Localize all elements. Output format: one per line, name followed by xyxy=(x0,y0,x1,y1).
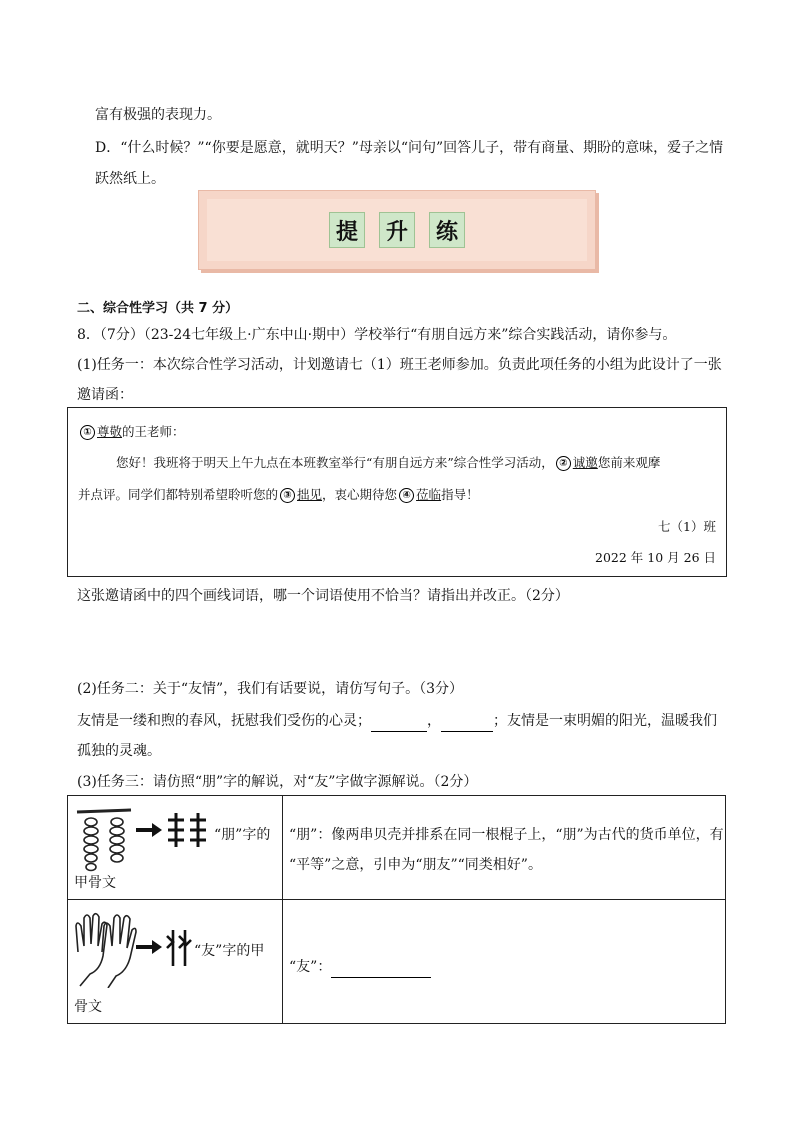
letter-signer: 七（1）班 xyxy=(658,519,716,534)
task1-line1: (1)任务一：本次综合性学习活动，计划邀请七（1）班王老师参加。负责此项任务的小组为此设计了一张 xyxy=(77,357,722,373)
character-origin-table xyxy=(67,795,726,1024)
letter-date: 2022 年 10 月 26 日 xyxy=(595,550,716,565)
body-text: 指导！ xyxy=(441,487,479,502)
underlined-word-1: 尊敬 xyxy=(97,424,123,439)
you-label: “友”字的甲 xyxy=(194,943,265,959)
peng-oracle-cell xyxy=(68,796,283,900)
marker-2: ② xyxy=(556,456,571,471)
body-text: 并点评。同学们都特别希望聆听您的 xyxy=(78,487,279,502)
underlined-word-2: 诚邀 xyxy=(572,455,598,470)
letter-body-line1 xyxy=(116,453,660,471)
sentence-part: ；友情是一束明媚的阳光，温暖我们 xyxy=(493,713,717,729)
shell-strings-icon xyxy=(75,806,135,876)
task1-line2: 邀请函： xyxy=(77,387,133,403)
underlined-word-3: 拙见 xyxy=(297,487,323,502)
question-8: 8．（7分）（23-24七年级上·广东中山·期中）学校举行“有朋自远方来”综合实践活动，请你参与。 xyxy=(77,327,677,343)
option-d-line2: 跃然纸上。 xyxy=(95,171,165,187)
banner-char: 练 xyxy=(429,212,465,248)
peng-explanation-cell xyxy=(283,796,726,900)
task2-sentence xyxy=(77,710,717,732)
task2-sentence-end: 孤独的灵魂。 xyxy=(77,743,161,759)
letter-greeting xyxy=(78,422,185,440)
banner-char: 升 xyxy=(379,212,415,248)
section-banner xyxy=(198,190,596,270)
you-answer-label: “友”： xyxy=(289,959,332,975)
peng-explanation-2: “平等”之意，引申为“朋友”“同类相好”。 xyxy=(289,857,542,873)
sentence-part: 友情是一缕和煦的春风，抚慰我们受伤的心灵； xyxy=(77,713,371,729)
marker-1: ① xyxy=(80,425,95,440)
invitation-letter xyxy=(67,407,727,577)
underlined-word-4: 莅临 xyxy=(416,487,442,502)
answer-blank-1[interactable] xyxy=(371,715,427,732)
body-text: ，衷心期待您 xyxy=(322,487,398,502)
text-line: 富有极强的表现力。 xyxy=(95,107,221,123)
oracle-you-glyph-icon xyxy=(166,926,192,970)
body-text: 您好！我班将于明天上午九点在本班教室举行“有朋自远方来”综合性学习活动， xyxy=(116,455,554,470)
you-label-2: 骨文 xyxy=(74,999,102,1015)
task2-prompt: (2)任务二：关于“友情”，我们有话要说，请仿写句子。（3分） xyxy=(77,681,464,697)
arrow-right-icon xyxy=(136,940,162,954)
you-answer-line xyxy=(289,956,431,978)
oracle-peng-glyph-icon xyxy=(166,810,210,850)
section-heading: 二、综合性学习（共 7 分） xyxy=(77,301,239,316)
option-d-line1: D．“什么时候？”“你要是愿意，就明天？”母亲以“问句”回答儿子，带有商量、期盼的意味，爱子之情 xyxy=(95,140,724,156)
you-answer-cell xyxy=(283,900,726,1024)
marker-4: ④ xyxy=(399,488,414,503)
task1-question: 这张邀请函中的四个画线词语，哪一个词语使用不恰当？请指出并改正。（2分） xyxy=(77,588,569,604)
sentence-sep: ， xyxy=(427,713,441,729)
answer-blank-2[interactable] xyxy=(441,715,493,732)
you-oracle-cell xyxy=(68,900,283,1024)
two-hands-icon xyxy=(72,908,138,988)
answer-blank-you[interactable] xyxy=(331,961,431,978)
peng-explanation-1: “朋”：像两串贝壳并排系在同一根棍子上，“朋”为古代的货币单位，有 xyxy=(289,827,724,843)
peng-label: “朋”字的 xyxy=(214,827,271,843)
banner-char: 提 xyxy=(329,212,365,248)
greeting-rest: 的王老师： xyxy=(122,424,185,439)
task3-prompt: (3)任务三：请仿照“朋”字的解说，对“友”字做字源解说。（2分） xyxy=(77,774,478,790)
peng-label-2: 甲骨文 xyxy=(74,875,116,891)
arrow-right-icon xyxy=(136,823,162,837)
marker-3: ③ xyxy=(280,488,295,503)
body-text: 您前来观摩 xyxy=(597,455,661,470)
letter-body-line2 xyxy=(78,485,479,503)
